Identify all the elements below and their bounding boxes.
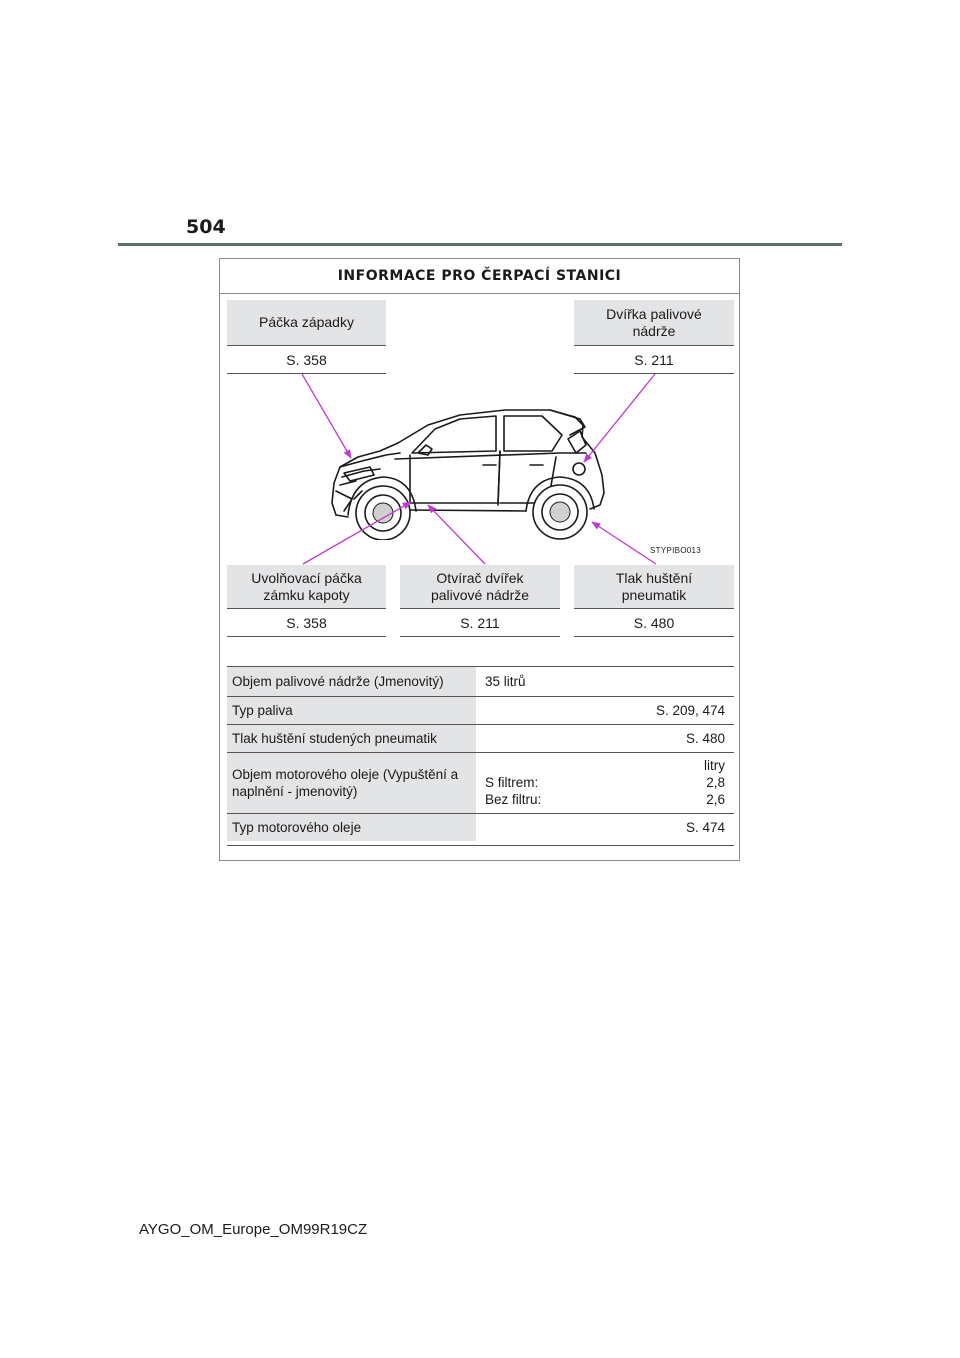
page-number: 504 [186, 216, 226, 238]
callout-ref-hood-release: S. 358 [227, 610, 386, 637]
callout-ref-latch-lever: S. 358 [227, 347, 386, 374]
leader-fuel-door [584, 374, 655, 462]
spec-key: Typ motorového oleje [227, 814, 476, 841]
leader-latch-lever [302, 374, 351, 458]
oil-unit: litry [704, 758, 725, 773]
spec-key: Tlak huštění studených pneumatik [227, 725, 476, 752]
spec-value: S. 209, 474 [655, 703, 725, 718]
figure-code: STYPIBO013 [650, 546, 702, 555]
callout-ref-tire-pressure: S. 480 [574, 610, 734, 637]
oil-line-with-filter [485, 774, 725, 791]
callout-label-latch-lever: Páčka západky [227, 300, 386, 346]
spec-row-oil-capacity [227, 752, 734, 813]
spec-key: Typ paliva [227, 697, 476, 724]
leader-hood-release [303, 502, 411, 564]
spec-value-oil [480, 753, 734, 813]
spec-row-oil-type [227, 813, 734, 841]
oil-line-value: 2,8 [706, 775, 725, 790]
callout-label-hood-release: Uvolňovací páčka zámku kapoty [227, 565, 386, 609]
spec-key: Objem palivové nádrže (Jmenovitý) [227, 667, 476, 696]
spec-value: S. 474 [685, 820, 725, 835]
info-box-title: INFORMACE PRO ČERPACÍ STANICI [219, 258, 740, 294]
page-footer: AYGO_OM_Europe_OM99R19CZ [139, 1221, 368, 1238]
spec-row-fuel-type [227, 696, 734, 724]
spec-value: 35 litrů [485, 674, 526, 689]
spec-row-tire-pressure [227, 724, 734, 752]
oil-line-label: Bez filtru: [485, 792, 542, 807]
callout-label-tire-pressure: Tlak huštění pneumatik [574, 565, 734, 609]
spec-table-bottom-rule [227, 845, 734, 846]
oil-line-without-filter [485, 791, 725, 808]
callout-label-fuel-door: Dvířka palivové nádrže [574, 300, 734, 346]
callout-ref-fuel-door: S. 211 [574, 347, 734, 374]
spec-key: Objem motorového oleje (Vypuštění a naplnění - jmenovitý) [227, 753, 476, 813]
leader-fuel-door-opener [428, 505, 485, 564]
oil-line-label: S filtrem: [485, 775, 539, 790]
callout-ref-fuel-door-opener: S. 211 [400, 610, 560, 637]
callout-label-fuel-door-opener: Otvírač dvířek palivové nádrže [400, 565, 560, 609]
oil-line-value: 2,6 [706, 792, 725, 807]
spec-row-fuel-tank [227, 666, 734, 696]
leader-tire-pressure [592, 522, 656, 564]
spec-value: S. 480 [685, 731, 725, 746]
